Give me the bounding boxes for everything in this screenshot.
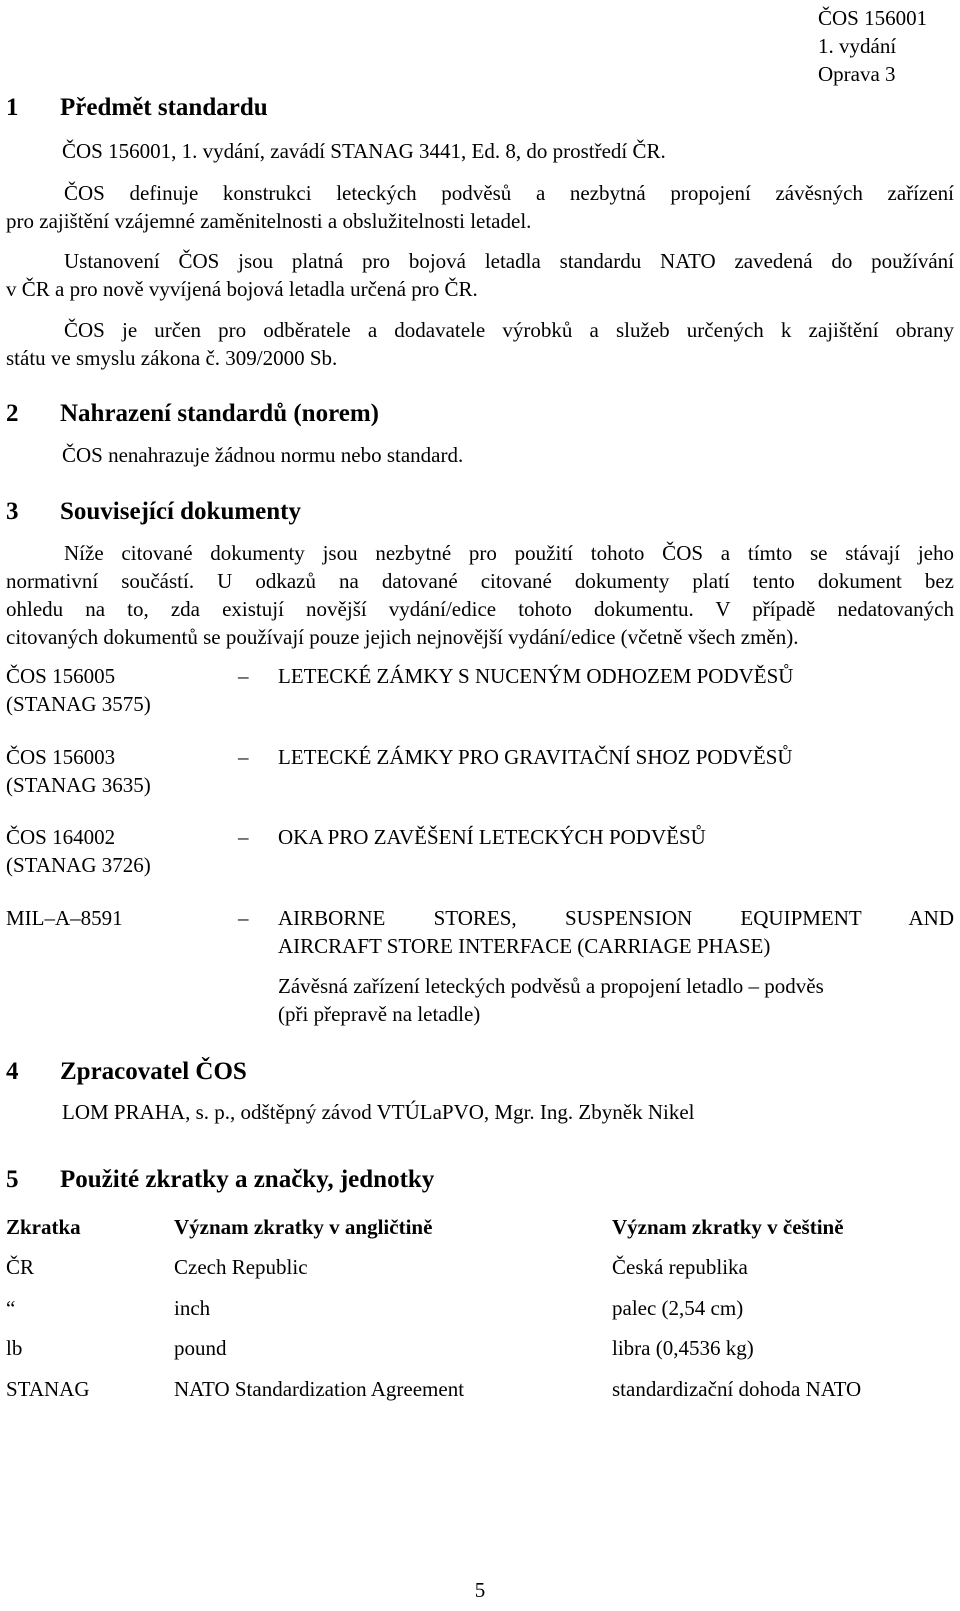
paragraph-line: pro zajištění vzájemné zaměnitelnosti a obslužitelnosti letadel. [6, 209, 532, 233]
reference-id: ČOS 156003 [6, 745, 116, 769]
document-edition: 1. vydání [818, 34, 897, 58]
section-number: 5 [6, 1166, 19, 1193]
reference-dash: – [238, 906, 249, 930]
table-cell-english: Czech Republic [174, 1255, 308, 1279]
reference-title-line: AIRBORNE STORES, SUSPENSION EQUIPMENT AND [278, 906, 954, 930]
reference-id: ČOS 156005 [6, 664, 116, 688]
table-cell-abbreviation: “ [6, 1296, 16, 1320]
paragraph-line: státu ve smyslu zákona č. 309/2000 Sb. [6, 346, 338, 370]
reference-stanag: (STANAG 3635) [6, 773, 151, 797]
document-amendment: Oprava 3 [818, 62, 896, 86]
reference-czech-line: (při přepravě na letadle) [278, 1002, 481, 1026]
table-cell-czech: palec (2,54 cm) [612, 1296, 744, 1320]
reference-czech-title [278, 972, 954, 1028]
table-cell-abbreviation: ČR [6, 1255, 35, 1279]
section-5-heading [6, 1164, 434, 1196]
table-cell-abbreviation: lb [6, 1336, 23, 1360]
reference-stanag: (STANAG 3575) [6, 692, 151, 716]
table-header-english: Význam zkratky v angličtině [174, 1215, 433, 1239]
table-cell-english: inch [174, 1296, 211, 1320]
reference-id-block [6, 743, 226, 799]
paragraph-line: Ustanovení ČOS jsou platná pro bojová letadla standardu NATO zavedená do používání [64, 249, 954, 273]
document-id: ČOS 156001 [818, 6, 928, 30]
section-4-paragraph-1: LOM PRAHA, s. p., odštěpný závod VTÚLaPVO, Mgr. Ing. Zbyněk Nikel [62, 1100, 695, 1124]
table-cell-english: pound [174, 1336, 227, 1360]
section-title: Předmět standardu [60, 94, 268, 121]
paragraph-line: v ČR a pro nově vyvíjená bojová letadla určená pro ČR. [6, 277, 478, 301]
section-2-paragraph-1: ČOS nenahrazuje žádnou normu nebo standard. [62, 443, 464, 467]
section-number: 2 [6, 400, 19, 427]
reference-id: ČOS 164002 [6, 825, 116, 849]
reference-id: MIL–A–8591 [6, 906, 123, 930]
reference-title: LETECKÉ ZÁMKY S NUCENÝM ODHOZEM PODVĚSŮ [278, 664, 794, 688]
table-cell-czech: standardizační dohoda NATO [612, 1377, 862, 1401]
document-header [818, 4, 927, 88]
reference-czech-line: Závěsná zařízení leteckých podvěsů a propojení letadlo – podvěs [278, 974, 824, 998]
section-1-paragraph-4 [6, 316, 954, 372]
section-title: Použité zkratky a značky, jednotky [60, 1166, 435, 1193]
paragraph-line: normativní součástí. U odkazů na datované citované dokumenty platí tento dokument bez [6, 569, 954, 593]
reference-title: OKA PRO ZAVĚŠENÍ LETECKÝCH PODVĚSŮ [278, 825, 706, 849]
reference-title: LETECKÉ ZÁMKY PRO GRAVITAČNÍ SHOZ PODVĚSŮ [278, 745, 793, 769]
reference-dash: – [238, 664, 249, 688]
reference-title-line: AIRCRAFT STORE INTERFACE (CARRIAGE PHASE) [278, 934, 771, 958]
section-title: Zpracovatel ČOS [60, 1058, 247, 1085]
section-4-heading [6, 1056, 247, 1088]
section-2-heading [6, 398, 379, 430]
section-number: 4 [6, 1058, 19, 1085]
table-header-czech: Význam zkratky v češtině [612, 1215, 844, 1239]
paragraph-line: Níže citované dokumenty jsou nezbytné pro použití tohoto ČOS a tímto se stávají jeho [64, 541, 954, 565]
reference-id-block [6, 662, 226, 718]
table-cell-english: NATO Standardization Agreement [174, 1377, 465, 1401]
table-cell-czech: libra (0,4536 kg) [612, 1336, 754, 1360]
section-1-paragraph-3 [6, 247, 954, 303]
section-3-heading [6, 496, 301, 528]
section-3-paragraph-1 [6, 539, 954, 651]
table-cell-abbreviation: STANAG [6, 1377, 90, 1401]
paragraph-line: ČOS je určen pro odběratele a dodavatele výrobků a služeb určených k zajištění obrany [64, 318, 954, 342]
section-title: Související dokumenty [60, 498, 302, 525]
section-title: Nahrazení standardů (norem) [60, 400, 379, 427]
section-number: 1 [6, 94, 19, 121]
reference-dash: – [238, 745, 249, 769]
table-header-abbreviation: Zkratka [6, 1215, 81, 1239]
page-number: 5 [474, 1578, 486, 1602]
reference-title [278, 904, 954, 960]
paragraph-line: ČOS definuje konstrukci leteckých podvěsů a nezbytná propojení závěsných zařízení [64, 181, 954, 205]
reference-id-block [6, 823, 226, 879]
paragraph-line: ohledu na to, zda existují novější vydání/edice tohoto dokumentu. V případě nedatovaných [6, 597, 954, 621]
table-cell-czech: Česká republika [612, 1255, 748, 1279]
section-1-paragraph-1: ČOS 156001, 1. vydání, zavádí STANAG 3441, Ed. 8, do prostředí ČR. [62, 139, 666, 163]
section-1-paragraph-2 [6, 179, 954, 235]
paragraph-line: citovaných dokumentů se používají pouze jejich nejnovější vydání/edice (včetně všech změn). [6, 625, 799, 649]
section-number: 3 [6, 498, 19, 525]
reference-dash: – [238, 825, 249, 849]
reference-stanag: (STANAG 3726) [6, 853, 151, 877]
section-1-heading [6, 92, 268, 124]
